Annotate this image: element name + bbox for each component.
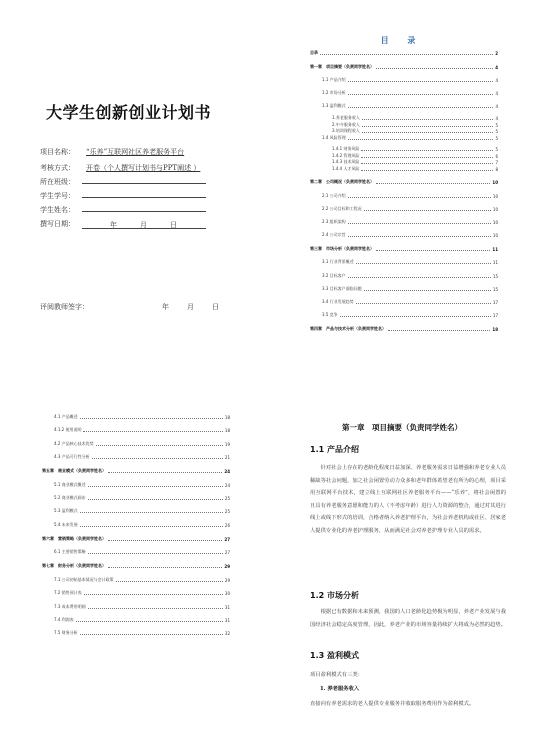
toc-entry[interactable] xyxy=(54,520,230,528)
field-value xyxy=(82,211,206,212)
toc-entry-text: 1.4.4 人才风险 xyxy=(332,165,360,171)
toc-entry-text: 7.3 成本费用明细 xyxy=(54,603,86,609)
toc-entry-text: 2.2 公司目标和工程况 xyxy=(322,205,362,211)
toc-entry-text: 3.4 行业发展趋势 xyxy=(322,298,354,304)
toc-entry[interactable] xyxy=(54,602,230,610)
section-heading: 1.3 盈利模式 xyxy=(310,651,359,660)
toc-leader xyxy=(364,210,491,211)
toc-leader xyxy=(348,94,494,95)
toc-entry-text: 第六章 营销策略（负责同学姓名） xyxy=(42,535,106,541)
toc-entry-page: 2 xyxy=(495,51,498,56)
toc-entry-text: 5.4 未来发展 xyxy=(54,521,78,527)
toc-entry-text: 5.3 盈利模式 xyxy=(54,508,78,514)
toc-entry-page: 30 xyxy=(224,591,230,597)
toc-leader xyxy=(348,223,491,224)
toc-entry[interactable] xyxy=(54,452,230,460)
reviewer-year: 年 xyxy=(162,303,169,311)
field-student-id xyxy=(40,191,206,201)
toc-entry[interactable] xyxy=(322,284,498,292)
toc-entry-page: 24 xyxy=(224,469,230,475)
toc-entry-page: 17 xyxy=(492,299,498,305)
toc-entry-text: 第四章 产品与技术分析（负责同学姓名） xyxy=(310,326,386,331)
toc-leader xyxy=(340,316,491,317)
section-paragraph: 针对社会上存在的老龄化程度日益加深、养老服务需求日益增强和养老专业人员稀缺等社会问题，加之社会闲置劳动力众多和老年群体希望老有所为的心理，项目采用互联网平台技术，建立线上互联网社区养老服务平台——“乐养”，将社会闲置的且具有养老服务意愿和能力的人（不考虑年龄）进行人力资源的整合，通过对其进行线上或线下形式的培训，合格者纳入养老护理平台，为社会养老机构或社区、居家老人提供专业化的养老护理服务，从而满足社会对养老护理专业人员的需求。 xyxy=(310,465,506,534)
toc-entry-page: 21 xyxy=(224,455,230,461)
toc-entry-page: 11 xyxy=(492,247,498,253)
toc-entry-page: 10 xyxy=(492,220,498,226)
toc-entry[interactable] xyxy=(322,133,498,141)
toc-entry-page: 31 xyxy=(224,618,230,623)
toc-entry-text: 4.1.2 使用说明 xyxy=(54,427,82,433)
field-label: 学生姓名： xyxy=(40,206,75,214)
toc-entry-text: 目录 xyxy=(310,50,318,55)
toc-entry-page: 18 xyxy=(224,415,230,420)
toc-leader xyxy=(356,303,491,304)
toc-entry[interactable] xyxy=(42,561,230,569)
toc-leader xyxy=(356,263,491,264)
toc-entry[interactable] xyxy=(332,164,498,172)
chapter-title: 第一章 项目摘要（负责同学姓名） xyxy=(342,423,462,432)
toc-entry[interactable] xyxy=(322,310,498,318)
toc-entry-page: 5 xyxy=(495,122,498,128)
toc-entry-page: 8 xyxy=(495,166,498,172)
field-student-name xyxy=(40,205,206,215)
toc-entry-page: 4 xyxy=(495,104,498,110)
toc-entry-page: 5 xyxy=(495,147,498,153)
toc-entry-text: 7.1 公司初始基本情况与会计政策 xyxy=(54,576,114,582)
toc-leader xyxy=(108,567,222,568)
toc-leader xyxy=(348,236,491,237)
field-label: 撰写日期： xyxy=(40,220,75,228)
toc-entry-page: 31 xyxy=(224,604,230,610)
toc-entry-page: 4 xyxy=(495,64,498,70)
toc-entry[interactable] xyxy=(322,75,498,83)
toc-entry[interactable] xyxy=(54,628,230,636)
toc-entry[interactable] xyxy=(54,588,230,596)
toc-entry[interactable] xyxy=(322,204,498,212)
toc-entry-page: 25 xyxy=(224,509,230,515)
toc-entry-text: 第三章 市场分析（负责同学姓名） xyxy=(310,246,374,252)
toc-entry-page: 4 xyxy=(495,91,498,97)
toc-continued-page xyxy=(0,378,268,756)
toc-leader xyxy=(88,486,223,487)
toc-entry-text: 5.1 商业模式概述 xyxy=(54,481,86,487)
toc-entry-text: 第二章 公司概况（负责同学姓名） xyxy=(310,179,374,185)
toc-entry-text: 3.5 竞争 xyxy=(322,312,338,318)
toc-entry[interactable] xyxy=(54,575,230,583)
toc-entry[interactable] xyxy=(42,466,230,474)
field-project-name xyxy=(40,147,206,157)
cover-page xyxy=(0,0,268,378)
toc-leader xyxy=(88,499,223,500)
toc-entry-text: 6.1 主要销售策略 xyxy=(54,549,86,555)
toc-entry-text: 1.2 市场分析 xyxy=(322,90,346,96)
reviewer-month: 月 xyxy=(187,303,194,311)
section-paragraph: 根据已有数据和未来预测，我国的人口老龄化趋势极为明显，养老产业发展与我国经济社会稳定高度管理，因此，养老产业的市场容量持续扩大将成为必然的趋势。 xyxy=(310,609,506,628)
toc-entry-page: 7 xyxy=(495,160,498,166)
toc-entry[interactable] xyxy=(310,177,498,185)
toc-entry-page: 15 xyxy=(492,286,498,292)
toc-entry-text: 3.1 行业背景概述 xyxy=(322,259,354,265)
toc-entry-page: 5 xyxy=(495,129,498,135)
toc-entry[interactable] xyxy=(322,297,498,305)
toc-leader xyxy=(348,139,494,140)
toc-entry-text: 1.4.1 财务风险 xyxy=(332,146,360,152)
toc-entry-page: 6 xyxy=(495,153,498,159)
toc-entry-text: 4.3 产品可行性分析 xyxy=(54,454,90,460)
cover-title: 大学生创新创业计划书 xyxy=(46,103,212,122)
toc-entry[interactable] xyxy=(322,217,498,225)
toc-entry[interactable] xyxy=(322,257,498,265)
toc-entry-page: 29 xyxy=(224,577,230,583)
toc-entry-text: 4.2 产品核心技术优势 xyxy=(54,440,94,446)
toc-leader xyxy=(348,197,491,198)
date-year: 年 xyxy=(110,221,117,229)
field-label: 学生学号： xyxy=(40,192,75,200)
toc-entry[interactable] xyxy=(54,547,230,555)
toc-leader xyxy=(88,608,223,609)
toc-entry-text: 第五章 商业模式（负责同学姓名） xyxy=(42,468,106,474)
toc-entry-text: 1.4 风险管理 xyxy=(322,134,346,140)
toc-entry-text: 3.3 目标客户面临问题 xyxy=(322,285,362,291)
toc-entry-text: 3.培训课程收入 xyxy=(332,128,360,134)
toc-entry-text: 4.1 产品概述 xyxy=(54,414,78,419)
field-date xyxy=(40,219,206,229)
toc-entry[interactable] xyxy=(322,101,498,109)
toc-entry[interactable] xyxy=(310,62,498,70)
toc-entry[interactable] xyxy=(310,324,498,332)
toc-entry[interactable] xyxy=(54,439,230,447)
toc-leader xyxy=(96,445,223,446)
toc-entry-text: 1.4.3 技术风险 xyxy=(332,159,360,165)
field-label: 所在班级： xyxy=(40,178,75,186)
toc-leader xyxy=(80,418,223,419)
toc-entry-page: 15 xyxy=(492,273,498,279)
toc-entry[interactable] xyxy=(54,506,230,514)
toc-entry-page: 26 xyxy=(224,522,230,528)
toc-leader xyxy=(83,431,222,432)
toc-entry[interactable] xyxy=(310,48,498,56)
toc-entry-text: 7.2 销售预计表 xyxy=(54,590,82,596)
toc-entry[interactable] xyxy=(54,480,230,488)
field-label: 考核方式： xyxy=(40,164,75,172)
toc-entry-page: 17 xyxy=(492,313,498,319)
toc-leader xyxy=(388,330,490,331)
field-value xyxy=(82,197,206,198)
toc-entry-page: 5 xyxy=(495,135,498,141)
toc-entry-text: 2.中介服务收入 xyxy=(332,121,360,127)
toc-entry-text: 第七章 财务分析（负责同学姓名） xyxy=(42,563,106,569)
field-exam-method xyxy=(40,163,206,173)
section-paragraph: 直接向有养老需求的老人提供专业服务并收取服务费用作为盈利模式。 xyxy=(310,701,475,707)
reviewer-label: 评阅教师签字： xyxy=(40,303,89,311)
toc-leader xyxy=(80,512,223,513)
toc-entry-text: 1.1 产品介绍 xyxy=(322,77,346,83)
toc-entry-text: 第一章 项目摘要（负责同学姓名） xyxy=(310,63,374,69)
toc-leader xyxy=(80,526,223,527)
toc-entry[interactable] xyxy=(322,230,498,238)
toc-entry-text: 7.5 财务分析 xyxy=(54,630,78,636)
field-value: “乐养”互联网社区养老服务平台 xyxy=(86,148,185,156)
toc-entry[interactable] xyxy=(54,615,230,623)
toc-entry-page: 32 xyxy=(224,631,230,637)
toc-entry-text: 2.4 公司宗旨 xyxy=(322,232,346,238)
toc-leader xyxy=(108,472,222,473)
toc-leader xyxy=(320,54,493,55)
chapter-page xyxy=(268,378,536,756)
date-day: 日 xyxy=(170,221,177,229)
toc-entry-text: 1.3 盈利模式 xyxy=(322,103,346,109)
toc-entry-page: 19 xyxy=(224,441,230,447)
toc-entry-text: 2.1 公司介绍 xyxy=(322,192,346,198)
toc-leader xyxy=(348,107,494,108)
toc-leader xyxy=(348,277,491,278)
field-value xyxy=(82,183,206,184)
section-paragraph: 项目盈利模式有三类： xyxy=(310,672,363,678)
toc-entry-text: 2.3 组织架构 xyxy=(322,219,346,225)
toc-entry[interactable] xyxy=(42,534,230,542)
toc-leader xyxy=(361,170,493,171)
toc-entry-text: 1.4.2 管理风险 xyxy=(332,152,360,158)
toc-entry[interactable] xyxy=(322,191,498,199)
toc-entry-page: 10 xyxy=(492,180,498,186)
toc-entry-page: 27 xyxy=(224,550,230,556)
section-heading: 1.2 市场分析 xyxy=(310,591,359,600)
reviewer-day: 日 xyxy=(212,303,219,311)
field-value: 开卷（个人撰写计划书与PPT阐述 ） xyxy=(86,164,201,172)
toc-entry-page: 10 xyxy=(492,206,498,212)
toc-entry[interactable] xyxy=(310,244,498,252)
toc-entry-page: 10 xyxy=(492,233,498,239)
date-month: 月 xyxy=(140,221,147,229)
toc-entry-page: 24 xyxy=(224,482,230,488)
toc-entry-page: 29 xyxy=(224,564,230,570)
toc-leader xyxy=(376,68,493,69)
toc-entry[interactable] xyxy=(54,412,230,420)
toc-entry-page: 4 xyxy=(495,78,498,84)
toc-entry[interactable] xyxy=(54,425,230,433)
toc-entry-page: 27 xyxy=(224,536,230,542)
toc-entry[interactable] xyxy=(322,88,498,96)
field-class xyxy=(40,177,206,187)
toc-entry-text: 7.4 利润表 xyxy=(54,617,74,622)
toc-leader xyxy=(116,581,223,582)
toc-entry-page: 18 xyxy=(224,428,230,434)
toc-leader xyxy=(376,183,490,184)
toc-leader xyxy=(88,553,223,554)
section-heading: 1.1 产品介绍 xyxy=(310,445,359,454)
toc-entry-text: 3.2 目标客户 xyxy=(322,272,346,278)
toc-leader xyxy=(92,458,223,459)
field-label: 项目名称： xyxy=(40,148,75,156)
toc-title: 目 录 xyxy=(380,36,424,45)
toc-leader xyxy=(76,621,223,622)
toc-leader xyxy=(364,290,491,291)
toc-page xyxy=(268,0,536,378)
toc-leader xyxy=(84,594,223,595)
toc-entry-page: 11 xyxy=(492,260,498,266)
toc-entry-page: 4 xyxy=(495,116,498,122)
toc-leader xyxy=(376,250,490,251)
toc-leader xyxy=(108,540,222,541)
toc-entry[interactable] xyxy=(54,493,230,501)
toc-entry-text: 1.养老服务收入 xyxy=(332,115,360,121)
toc-entry-page: 18 xyxy=(492,327,498,332)
date-line xyxy=(82,220,206,229)
toc-entry-page: 25 xyxy=(224,496,230,502)
subsection-heading: 1. 养老服务收入 xyxy=(320,686,360,692)
toc-entry-text: 5.2 商业模式画布 xyxy=(54,495,86,501)
toc-entry-page: 10 xyxy=(492,193,498,199)
toc-entry[interactable] xyxy=(322,271,498,279)
toc-leader xyxy=(80,634,223,635)
toc-leader xyxy=(348,81,494,82)
